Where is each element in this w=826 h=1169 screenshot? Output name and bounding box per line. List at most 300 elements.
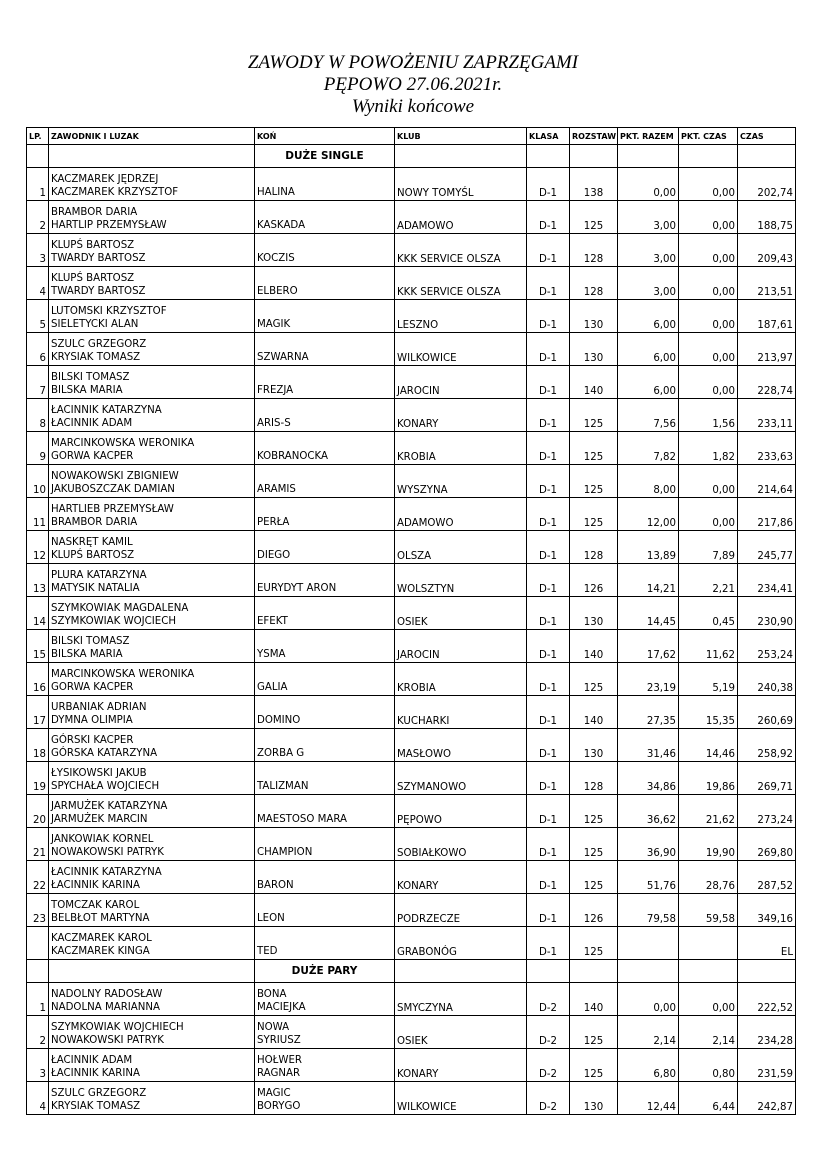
cell-klub: OSIEK xyxy=(395,1016,527,1049)
cell-rozstaw: 130 xyxy=(570,729,618,762)
cell-lp: 3 xyxy=(27,234,49,267)
competitor-groom: HARTLIP PRZEMYSŁAW xyxy=(51,219,167,231)
cell-pkt-razem: 79,58 xyxy=(618,894,679,927)
cell-klasa: D-1 xyxy=(527,234,570,267)
competitor-driver: JANKOWIAK KORNEL xyxy=(51,834,154,845)
horse-name-1 xyxy=(257,933,392,946)
competitor-groom: SZYMKOWIAK WOJCIECH xyxy=(51,615,176,627)
competitor-groom: TWARDY BARTOSZ xyxy=(51,252,146,264)
horse-name-2: EURYDYT ARON xyxy=(257,582,337,594)
col-header-pkt-razem: PKT. RAZEM xyxy=(618,128,679,145)
horse-name-2: DIEGO xyxy=(257,549,291,561)
competitor-groom: KLUPŚ BARTOSZ xyxy=(51,549,135,561)
cell-competitors xyxy=(49,399,255,432)
cell-klub: GRABONÓG xyxy=(395,927,527,960)
table-row xyxy=(27,663,796,696)
cell-klasa: D-1 xyxy=(527,894,570,927)
cell-rozstaw: 126 xyxy=(570,564,618,597)
cell-klasa: D-1 xyxy=(527,762,570,795)
cell-rozstaw: 130 xyxy=(570,300,618,333)
horse-name-1 xyxy=(257,834,392,847)
cell-czas: 273,24 xyxy=(738,795,796,828)
table-row xyxy=(27,564,796,597)
competitor-groom: DYMNA OLIMPIA xyxy=(51,714,133,726)
col-header-kon: KOŃ xyxy=(255,128,395,145)
cell-pkt-razem: 6,00 xyxy=(618,366,679,399)
horse-name-2: CHAMPION xyxy=(257,846,313,858)
cell-klasa: D-1 xyxy=(527,729,570,762)
cell-pkt-czas: 2,14 xyxy=(679,1016,738,1049)
cell-lp: 8 xyxy=(27,399,49,432)
cell-czas: 253,24 xyxy=(738,630,796,663)
horse-name-2: HALINA xyxy=(257,186,295,198)
cell-rozstaw: 140 xyxy=(570,630,618,663)
horse-name-2: RAGNAR xyxy=(257,1067,301,1079)
cell-klub: OLSZA xyxy=(395,531,527,564)
competitor-driver: SZYMKOWIAK MAGDALENA xyxy=(51,603,189,614)
cell-klasa: D-1 xyxy=(527,597,570,630)
cell-czas: 209,43 xyxy=(738,234,796,267)
cell-horse xyxy=(255,366,395,399)
col-header-pkt-czas: PKT. CZAS xyxy=(679,128,738,145)
col-header-klasa: KLASA xyxy=(527,128,570,145)
cell-pkt-czas: 0,00 xyxy=(679,333,738,366)
cell-horse xyxy=(255,861,395,894)
section-empty-cell xyxy=(618,960,679,983)
cell-horse xyxy=(255,630,395,663)
cell-competitors xyxy=(49,894,255,927)
section-empty-cell xyxy=(395,145,527,168)
col-header-zawodnik: ZAWODNIK I LUZAK xyxy=(49,128,255,145)
horse-name-1 xyxy=(257,735,392,748)
competitor-groom: TWARDY BARTOSZ xyxy=(51,285,146,297)
competitor-driver: JARMUŻEK KATARZYNA xyxy=(51,801,168,812)
cell-pkt-razem: 3,00 xyxy=(618,201,679,234)
cell-czas: EL xyxy=(738,927,796,960)
section-empty-cell xyxy=(49,960,255,983)
cell-klasa: D-1 xyxy=(527,498,570,531)
cell-czas: 214,64 xyxy=(738,465,796,498)
cell-lp: 10 xyxy=(27,465,49,498)
cell-competitors xyxy=(49,696,255,729)
cell-klub: ADAMOWO xyxy=(395,498,527,531)
cell-klasa: D-1 xyxy=(527,168,570,201)
cell-pkt-czas: 2,21 xyxy=(679,564,738,597)
cell-lp: 23 xyxy=(27,894,49,927)
cell-competitors xyxy=(49,1049,255,1082)
cell-horse xyxy=(255,696,395,729)
cell-pkt-razem: 6,00 xyxy=(618,333,679,366)
cell-pkt-razem: 31,46 xyxy=(618,729,679,762)
cell-czas: 258,92 xyxy=(738,729,796,762)
cell-klub: LESZNO xyxy=(395,300,527,333)
cell-horse xyxy=(255,828,395,861)
competitor-groom: BILSKA MARIA xyxy=(51,384,123,396)
cell-rozstaw: 125 xyxy=(570,1049,618,1082)
cell-klub: PODRZECZE xyxy=(395,894,527,927)
cell-pkt-razem: 6,00 xyxy=(618,300,679,333)
competitor-driver: NOWAKOWSKI ZBIGNIEW xyxy=(51,471,179,482)
cell-horse xyxy=(255,267,395,300)
table-row xyxy=(27,465,796,498)
cell-pkt-czas: 14,46 xyxy=(679,729,738,762)
cell-klasa: D-1 xyxy=(527,828,570,861)
section-empty-cell xyxy=(570,960,618,983)
cell-competitors xyxy=(49,366,255,399)
cell-czas: 217,86 xyxy=(738,498,796,531)
cell-pkt-czas: 6,44 xyxy=(679,1082,738,1115)
cell-klasa: D-1 xyxy=(527,432,570,465)
table-row xyxy=(27,630,796,663)
cell-pkt-czas: 0,45 xyxy=(679,597,738,630)
section-header-row xyxy=(27,145,796,168)
competitor-groom: SPYCHAŁA WOJCIECH xyxy=(51,780,160,792)
cell-czas: 240,38 xyxy=(738,663,796,696)
section-empty-cell xyxy=(27,960,49,983)
table-row xyxy=(27,983,796,1016)
cell-competitors xyxy=(49,333,255,366)
cell-horse xyxy=(255,234,395,267)
cell-klasa: D-1 xyxy=(527,795,570,828)
competitor-groom: NOWAKOWSKI PATRYK xyxy=(51,846,164,858)
cell-lp: 19 xyxy=(27,762,49,795)
cell-czas: 187,61 xyxy=(738,300,796,333)
cell-rozstaw: 140 xyxy=(570,366,618,399)
horse-name-2: MAESTOSO MARA xyxy=(257,813,348,825)
cell-horse xyxy=(255,333,395,366)
cell-pkt-razem: 3,00 xyxy=(618,267,679,300)
table-row xyxy=(27,762,796,795)
cell-czas: 349,16 xyxy=(738,894,796,927)
cell-czas: 234,41 xyxy=(738,564,796,597)
cell-pkt-razem: 0,00 xyxy=(618,983,679,1016)
cell-pkt-czas: 28,76 xyxy=(679,861,738,894)
cell-rozstaw: 125 xyxy=(570,927,618,960)
cell-lp: 11 xyxy=(27,498,49,531)
cell-pkt-razem: 34,86 xyxy=(618,762,679,795)
cell-horse xyxy=(255,1016,395,1049)
table-row xyxy=(27,168,796,201)
section-empty-cell xyxy=(679,960,738,983)
cell-rozstaw: 125 xyxy=(570,498,618,531)
cell-klub: MASŁOWO xyxy=(395,729,527,762)
horse-name-2: ARIS-S xyxy=(257,417,291,429)
cell-klub: SOBIAŁKOWO xyxy=(395,828,527,861)
document-title xyxy=(0,52,826,118)
cell-lp: 1 xyxy=(27,983,49,1016)
cell-lp: 15 xyxy=(27,630,49,663)
horse-name-2: KOBRANOCKA xyxy=(257,450,328,462)
table-row xyxy=(27,729,796,762)
cell-pkt-razem: 2,14 xyxy=(618,1016,679,1049)
cell-rozstaw: 130 xyxy=(570,597,618,630)
cell-horse xyxy=(255,168,395,201)
header-row xyxy=(27,128,796,145)
horse-name-1: MAGIC xyxy=(257,1088,291,1099)
cell-klub: KONARY xyxy=(395,399,527,432)
horse-name-1 xyxy=(257,801,392,814)
cell-pkt-razem: 12,00 xyxy=(618,498,679,531)
cell-pkt-czas: 0,00 xyxy=(679,366,738,399)
cell-rozstaw: 128 xyxy=(570,762,618,795)
section-empty-cell xyxy=(527,960,570,983)
cell-pkt-razem: 14,21 xyxy=(618,564,679,597)
cell-competitors xyxy=(49,498,255,531)
section-empty-cell xyxy=(679,145,738,168)
cell-klub: OSIEK xyxy=(395,597,527,630)
cell-pkt-razem: 7,56 xyxy=(618,399,679,432)
col-header-lp: LP. xyxy=(27,128,49,145)
table-row xyxy=(27,1082,796,1115)
cell-competitors xyxy=(49,762,255,795)
cell-klub: WYSZYNA xyxy=(395,465,527,498)
cell-rozstaw: 125 xyxy=(570,465,618,498)
competitor-groom: JARMUŻEK MARCIN xyxy=(51,813,148,825)
horse-name-2: KOCZIS xyxy=(257,252,295,264)
cell-lp: 18 xyxy=(27,729,49,762)
cell-czas: 231,59 xyxy=(738,1049,796,1082)
cell-rozstaw: 138 xyxy=(570,168,618,201)
cell-competitors xyxy=(49,1016,255,1049)
cell-lp: 1 xyxy=(27,168,49,201)
cell-klasa: D-2 xyxy=(527,1082,570,1115)
cell-pkt-razem xyxy=(618,927,679,960)
competitor-groom: ŁACINNIK KARINA xyxy=(51,1067,140,1079)
horse-name-2: EFEKT xyxy=(257,615,288,627)
cell-pkt-razem: 17,62 xyxy=(618,630,679,663)
horse-name-1 xyxy=(257,273,392,286)
cell-lp: 2 xyxy=(27,201,49,234)
horse-name-1 xyxy=(257,240,392,253)
table-row xyxy=(27,894,796,927)
cell-rozstaw: 130 xyxy=(570,333,618,366)
cell-klasa: D-1 xyxy=(527,366,570,399)
horse-name-2: BARON xyxy=(257,879,294,891)
cell-pkt-czas: 19,86 xyxy=(679,762,738,795)
section-empty-cell xyxy=(395,960,527,983)
cell-lp: 14 xyxy=(27,597,49,630)
competitor-driver: PLURA KATARZYNA xyxy=(51,570,147,581)
cell-pkt-czas xyxy=(679,927,738,960)
competitor-groom: KRYSIAK TOMASZ xyxy=(51,1100,141,1112)
competitor-groom: BRAMBOR DARIA xyxy=(51,516,138,528)
cell-pkt-czas: 0,00 xyxy=(679,983,738,1016)
competitor-driver: KACZMAREK KAROL xyxy=(51,933,152,944)
competitor-groom: ŁACINNIK ADAM xyxy=(51,417,133,429)
horse-name-2: DOMINO xyxy=(257,714,301,726)
cell-competitors xyxy=(49,861,255,894)
cell-pkt-czas: 1,82 xyxy=(679,432,738,465)
cell-rozstaw: 125 xyxy=(570,432,618,465)
horse-name-1 xyxy=(257,174,392,187)
cell-czas: 213,97 xyxy=(738,333,796,366)
cell-lp: 3 xyxy=(27,1049,49,1082)
cell-klub: KROBIA xyxy=(395,432,527,465)
cell-rozstaw: 128 xyxy=(570,531,618,564)
cell-klasa: D-1 xyxy=(527,465,570,498)
horse-name-2: LEON xyxy=(257,912,285,924)
cell-lp: 22 xyxy=(27,861,49,894)
cell-horse xyxy=(255,399,395,432)
cell-competitors xyxy=(49,234,255,267)
horse-name-1 xyxy=(257,603,392,616)
cell-horse xyxy=(255,795,395,828)
competitor-driver: KACZMAREK JĘDRZEJ xyxy=(51,174,159,185)
competitor-groom: NOWAKOWSKI PATRYK xyxy=(51,1034,164,1046)
cell-klasa: D-1 xyxy=(527,696,570,729)
competitor-driver: BILSKI TOMASZ xyxy=(51,372,130,383)
cell-pkt-czas: 0,00 xyxy=(679,234,738,267)
cell-competitors xyxy=(49,597,255,630)
cell-competitors xyxy=(49,465,255,498)
horse-name-2: MAGIK xyxy=(257,318,291,330)
cell-pkt-razem: 3,00 xyxy=(618,234,679,267)
cell-klub: WOLSZTYN xyxy=(395,564,527,597)
horse-name-1 xyxy=(257,372,392,385)
horse-name-1: NOWA xyxy=(257,1022,290,1033)
horse-name-1 xyxy=(257,636,392,649)
cell-czas: 213,51 xyxy=(738,267,796,300)
horse-name-1 xyxy=(257,339,392,352)
competitor-driver: BRAMBOR DARIA xyxy=(51,207,138,218)
cell-klasa: D-2 xyxy=(527,1049,570,1082)
table-row xyxy=(27,234,796,267)
cell-pkt-razem: 7,82 xyxy=(618,432,679,465)
table-row xyxy=(27,366,796,399)
col-header-rozstaw: ROZSTAW xyxy=(570,128,618,145)
cell-horse xyxy=(255,729,395,762)
cell-pkt-razem: 8,00 xyxy=(618,465,679,498)
table-row xyxy=(27,267,796,300)
table-row xyxy=(27,399,796,432)
cell-rozstaw: 125 xyxy=(570,828,618,861)
horse-name-2: TED xyxy=(257,945,278,957)
horse-name-2: TALIZMAN xyxy=(257,780,309,792)
competitor-groom: KACZMAREK KRZYSZTOF xyxy=(51,186,179,198)
cell-czas: 269,80 xyxy=(738,828,796,861)
cell-czas: 234,28 xyxy=(738,1016,796,1049)
cell-lp: 4 xyxy=(27,267,49,300)
horse-name-2: PERŁA xyxy=(257,516,290,528)
table-row xyxy=(27,1016,796,1049)
cell-czas: 260,69 xyxy=(738,696,796,729)
table-row xyxy=(27,432,796,465)
horse-name-1 xyxy=(257,438,392,451)
cell-pkt-czas: 0,00 xyxy=(679,201,738,234)
cell-czas: 222,52 xyxy=(738,983,796,1016)
cell-czas: 230,90 xyxy=(738,597,796,630)
cell-lp: 2 xyxy=(27,1016,49,1049)
competitor-driver: MARCINKOWSKA WERONIKA xyxy=(51,438,195,449)
table-row xyxy=(27,861,796,894)
competitor-driver: LUTOMSKI KRZYSZTOF xyxy=(51,306,167,317)
cell-klub: KROBIA xyxy=(395,663,527,696)
cell-klub: KKK SERVICE OLSZA xyxy=(395,234,527,267)
table-row xyxy=(27,696,796,729)
table-row xyxy=(27,498,796,531)
cell-pkt-czas: 0,00 xyxy=(679,267,738,300)
cell-horse xyxy=(255,498,395,531)
col-header-klub: KLUB xyxy=(395,128,527,145)
cell-pkt-czas: 0,80 xyxy=(679,1049,738,1082)
horse-name-2: ELBERO xyxy=(257,285,298,297)
competitor-groom: ŁACINNIK KARINA xyxy=(51,879,140,891)
cell-klub: KKK SERVICE OLSZA xyxy=(395,267,527,300)
table-row xyxy=(27,597,796,630)
horse-name-1: HOŁWER xyxy=(257,1055,302,1066)
cell-lp: 12 xyxy=(27,531,49,564)
cell-competitors xyxy=(49,795,255,828)
section-header-row xyxy=(27,960,796,983)
cell-horse xyxy=(255,432,395,465)
title-line-1: ZAWODY W POWOŻENIU ZAPRZĘGAMI xyxy=(247,52,579,73)
cell-czas: 269,71 xyxy=(738,762,796,795)
cell-pkt-czas: 0,00 xyxy=(679,465,738,498)
cell-lp: 9 xyxy=(27,432,49,465)
cell-rozstaw: 125 xyxy=(570,399,618,432)
horse-name-1: BONA xyxy=(257,989,287,1000)
table-row xyxy=(27,300,796,333)
competitor-groom: GORWA KACPER xyxy=(51,450,134,462)
cell-pkt-razem: 12,44 xyxy=(618,1082,679,1115)
horse-name-2: KASKADA xyxy=(257,219,306,231)
cell-competitors xyxy=(49,927,255,960)
cell-czas: 188,75 xyxy=(738,201,796,234)
cell-lp xyxy=(27,927,49,960)
cell-lp: 4 xyxy=(27,1082,49,1115)
section-empty-cell xyxy=(618,145,679,168)
cell-klub: SZYMANOWO xyxy=(395,762,527,795)
competitor-driver: KLUPŚ BARTOSZ xyxy=(51,240,135,251)
horse-name-2: ZORBA G xyxy=(257,747,305,759)
cell-rozstaw: 125 xyxy=(570,795,618,828)
horse-name-2: SYRIUSZ xyxy=(257,1034,301,1046)
cell-competitors xyxy=(49,531,255,564)
horse-name-1 xyxy=(257,306,392,319)
cell-czas: 245,77 xyxy=(738,531,796,564)
cell-klub: ADAMOWO xyxy=(395,201,527,234)
competitor-groom: KACZMAREK KINGA xyxy=(51,945,150,957)
competitor-groom: SIELETYCKI ALAN xyxy=(51,318,139,330)
cell-competitors xyxy=(49,564,255,597)
horse-name-1 xyxy=(257,702,392,715)
section-empty-cell xyxy=(738,960,796,983)
cell-competitors xyxy=(49,300,255,333)
section-empty-cell xyxy=(527,145,570,168)
horse-name-1 xyxy=(257,207,392,220)
horse-name-2: FREZJA xyxy=(257,384,294,396)
cell-rozstaw: 125 xyxy=(570,1016,618,1049)
cell-competitors xyxy=(49,267,255,300)
cell-rozstaw: 140 xyxy=(570,983,618,1016)
cell-competitors xyxy=(49,729,255,762)
cell-horse xyxy=(255,762,395,795)
cell-horse xyxy=(255,465,395,498)
cell-pkt-czas: 15,35 xyxy=(679,696,738,729)
table-row xyxy=(27,795,796,828)
cell-rozstaw: 125 xyxy=(570,861,618,894)
cell-competitors xyxy=(49,828,255,861)
cell-klasa: D-1 xyxy=(527,861,570,894)
section-empty-cell xyxy=(570,145,618,168)
cell-klub: JAROCIN xyxy=(395,366,527,399)
competitor-driver: KLUPŚ BARTOSZ xyxy=(51,273,135,284)
cell-competitors xyxy=(49,168,255,201)
competitor-groom: GÓRSKA KATARZYNA xyxy=(51,747,158,759)
table-row xyxy=(27,1049,796,1082)
horse-name-1 xyxy=(257,471,392,484)
competitor-groom: BELBŁOT MARTYNA xyxy=(51,912,150,924)
